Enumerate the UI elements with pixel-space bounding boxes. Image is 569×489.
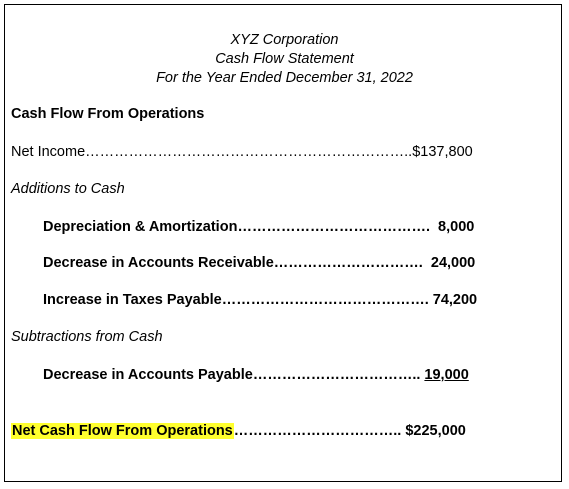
net-cash-flow-row <box>11 422 466 440</box>
subtraction-value: 19,000 <box>424 367 469 383</box>
subtraction-row-payable <box>43 366 469 384</box>
subtraction-label: Decrease in Accounts Payable <box>43 367 253 383</box>
addition-label: Increase in Taxes Payable <box>43 292 222 308</box>
addition-label: Decrease in Accounts Receivable <box>43 255 274 271</box>
addition-value: 8,000 <box>438 219 475 235</box>
net-income-leader: ………………………………………………………….. <box>85 144 413 160</box>
net-income-label: Net Income <box>11 144 86 160</box>
company-name: XYZ Corporation <box>230 32 339 48</box>
section-title: Cash Flow From Operations <box>11 106 205 122</box>
net-income-row <box>11 143 473 161</box>
addition-value: 74,200 <box>432 292 478 308</box>
addition-row-depreciation <box>43 218 474 236</box>
addition-row-receivable <box>43 254 475 272</box>
statement-period: For the Year Ended December 31, 2022 <box>156 70 413 86</box>
addition-leader: ……………………………………. <box>221 292 429 308</box>
statement-title: Cash Flow Statement <box>215 51 354 67</box>
net-cash-flow-label: Net Cash Flow From Operations <box>12 423 233 439</box>
addition-value: 24,000 <box>430 255 476 271</box>
addition-label: Depreciation & Amortization <box>43 219 238 235</box>
net-cash-flow-leader: …………………………….. <box>233 423 402 439</box>
net-income-value: $137,800 <box>412 144 473 160</box>
addition-leader: …………………………………. <box>237 219 430 235</box>
addition-leader: …………………………. <box>273 255 423 271</box>
net-cash-flow-value: $225,000 <box>405 423 466 439</box>
addition-row-taxes <box>43 291 477 309</box>
subtractions-heading: Subtractions from Cash <box>11 329 163 345</box>
additions-heading: Additions to Cash <box>11 181 125 197</box>
subtraction-leader: …………………………….. <box>252 367 421 383</box>
